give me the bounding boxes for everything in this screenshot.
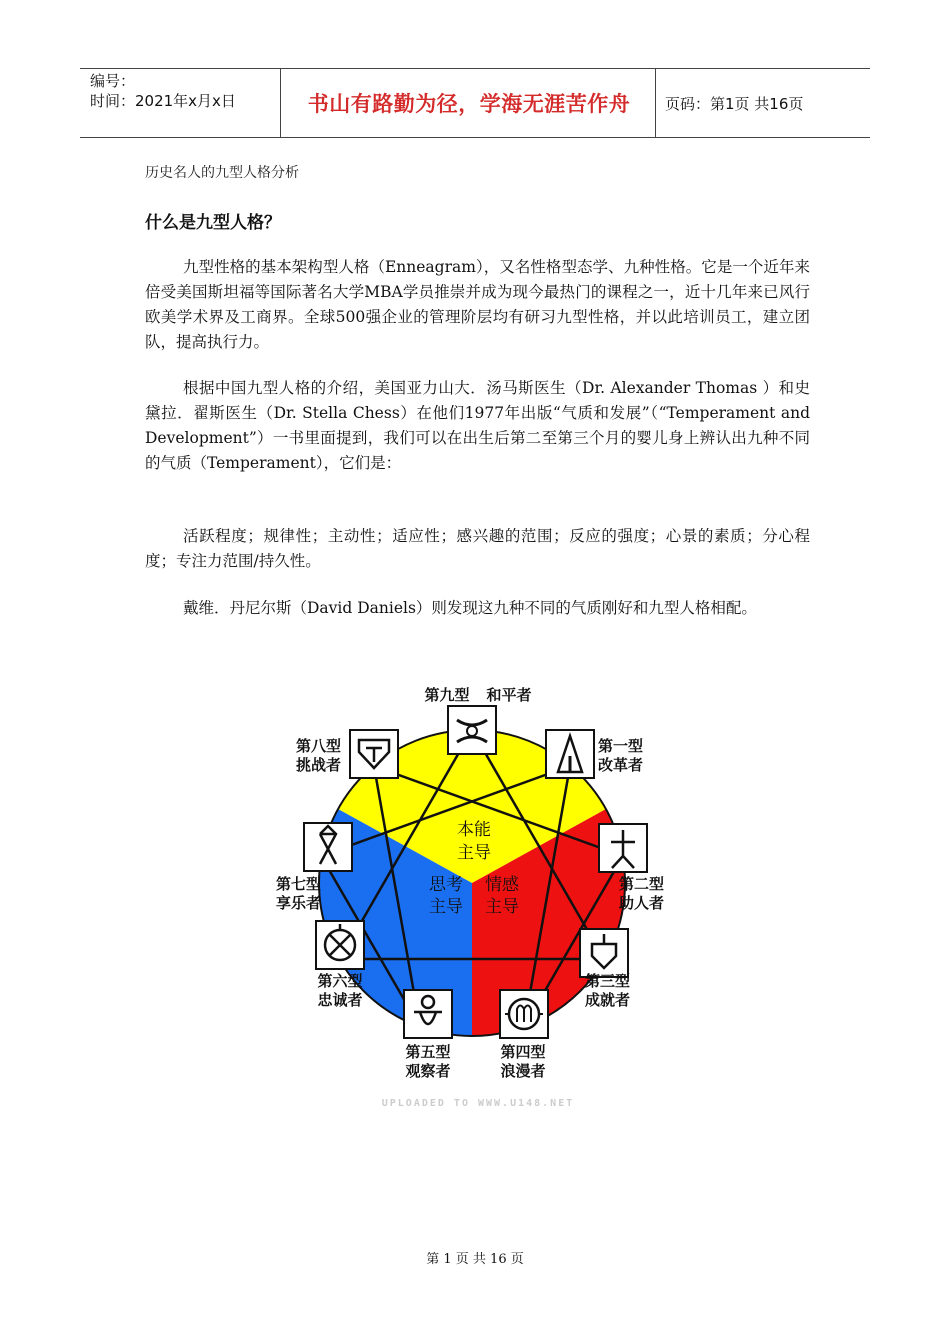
type-6-icon <box>316 921 364 969</box>
type-3-number: 第三型 <box>585 972 631 990</box>
type-7-number: 第七型 <box>276 875 322 893</box>
paragraph: 活跃程度；规律性；主动性；适应性；感兴趣的范围；反应的强度；心景的素质；分心程度；专注力范围/持久性。 <box>145 527 810 570</box>
type-2-icon <box>599 824 647 872</box>
header-page-info: 页码：第1页 共16页 <box>665 95 804 113</box>
type-7-name: 享乐者 <box>276 894 322 912</box>
center-instinct-line1: 本能 <box>457 820 491 840</box>
page-header <box>80 68 870 138</box>
type-9-name: 和平者 <box>486 686 532 704</box>
header-motto: 书山有路勤为径，学海无涯苦作舟 <box>307 92 631 116</box>
type-1-name: 改革者 <box>598 756 644 774</box>
header-divider <box>280 69 281 137</box>
center-feeling-line1: 情感 <box>485 875 519 895</box>
type-1-number: 第一型 <box>598 737 644 755</box>
type-2-number: 第二型 <box>619 875 665 893</box>
section-heading: 什么是九型人格？ <box>145 213 281 233</box>
type-8-name: 挑战者 <box>296 756 342 774</box>
type-5-icon <box>404 990 452 1038</box>
enneagram-diagram <box>262 676 682 1116</box>
type-3-name: 成就者 <box>585 991 631 1009</box>
paragraph: 戴维．丹尼尔斯（David Daniels）则发现这九种不同的气质刚好和九型人格相配。 <box>183 599 757 617</box>
watermark: UPLOADED TO WWW.U148.NET <box>381 1098 575 1109</box>
type-2-name: 助人者 <box>619 894 665 912</box>
type-9-icon <box>448 706 496 754</box>
center-feeling-line2: 主导 <box>485 897 519 917</box>
header-meta <box>90 71 236 111</box>
paragraph: 根据中国九型人格的介绍，美国亚力山大．汤马斯医生（Dr. Alexander Thomas ）和史黛拉．翟斯医生（Dr. Stella Chess）在他们1977年出版“气质和发展”（“Temperament and Development”）一书里面提到，我们可以在出生后第二至第三个月的婴儿身上辨认出九种不同的气质（Temperament），它们是： <box>145 379 810 472</box>
type-8-icon <box>350 730 398 778</box>
center-instinct-line2: 主导 <box>457 843 491 863</box>
document-title: 历史名人的九型人格分析 <box>145 165 299 181</box>
type-5-number: 第五型 <box>405 1043 451 1061</box>
time-label: 时间：2021年x月x日 <box>90 92 236 110</box>
center-thinking-line1: 思考 <box>429 875 463 895</box>
paragraph: 九型性格的基本架构型人格（Enneagram），又名性格型态学、九种性格。它是一个近年来倍受美国斯坦福等国际著名大学MBA学员推崇并成为现今最热门的课程之一，近十几年来已风行欧美学术界及工商界。全球500强企业的管理阶层均有研习九型性格，并以此培训员工，建立团队，提高执行力。 <box>145 258 810 351</box>
type-1-icon <box>546 730 594 778</box>
type-4-number: 第四型 <box>500 1043 546 1061</box>
type-8-number: 第八型 <box>296 737 342 755</box>
center-thinking-line2: 主导 <box>429 897 463 917</box>
type-9-number: 第九型 <box>424 686 470 704</box>
page-footer: 第 1 页 共 16 页 <box>426 1252 524 1267</box>
type-5-name: 观察者 <box>405 1062 451 1080</box>
type-3-icon <box>580 929 628 977</box>
type-4-icon <box>500 990 548 1038</box>
type-4-name: 浪漫者 <box>500 1062 546 1080</box>
serial-label: 编号： <box>90 72 136 90</box>
header-divider <box>655 69 656 137</box>
type-7-icon <box>304 823 352 871</box>
type-6-name: 忠诚者 <box>317 991 363 1009</box>
type-6-number: 第六型 <box>317 972 363 990</box>
